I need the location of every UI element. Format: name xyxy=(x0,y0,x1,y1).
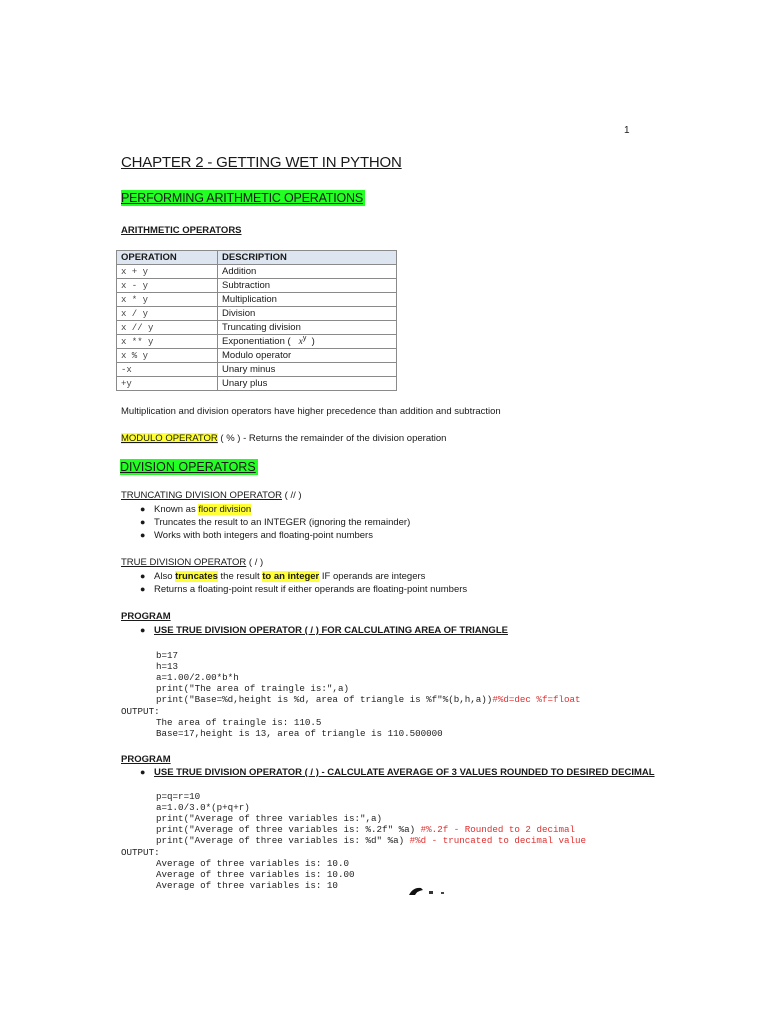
bullet-icon: ● xyxy=(140,584,146,594)
bullet-highlight: truncates xyxy=(175,571,218,582)
bullet-highlight: to an integer xyxy=(262,571,320,582)
section-heading-arithmetic: PERFORMING ARITHMETIC OPERATIONS xyxy=(121,191,363,205)
chapter-title: CHAPTER 2 - GETTING WET IN PYTHON xyxy=(121,154,402,171)
output-label: OUTPUT: xyxy=(121,706,160,717)
table-cell-operation: +y xyxy=(117,377,218,391)
truncating-heading xyxy=(121,490,302,501)
table-row xyxy=(117,307,397,321)
exponent-base: x xyxy=(298,337,303,348)
table-row xyxy=(117,363,397,377)
table-cell-description: Addition xyxy=(218,265,397,279)
precedence-note: Multiplication and division operators have higher precedence than addition and subtraction xyxy=(121,406,501,417)
modulo-line xyxy=(121,433,446,444)
code-text: print("Average of three variables is: %d" %a) xyxy=(156,835,405,846)
bullet-highlight: floor division xyxy=(198,504,252,515)
list-item xyxy=(140,571,425,582)
bullet-text: Also xyxy=(154,571,176,582)
output-line: Base=17,height is 13, area of triangle is 110.500000 xyxy=(156,728,443,739)
bullet-text: IF operands are integers xyxy=(319,571,426,582)
table-header-description: DESCRIPTION xyxy=(218,251,397,265)
truncating-suffix: ( // ) xyxy=(282,490,302,501)
table-cell-description: Division xyxy=(218,307,397,321)
bullet-text: Works with both integers and floating-point numbers xyxy=(154,530,373,541)
output-line: Average of three variables is: 10.0 xyxy=(156,858,349,869)
code-line: p=q=r=10 xyxy=(156,791,201,802)
bullet-icon: ● xyxy=(140,530,146,540)
true-division-heading xyxy=(121,557,263,568)
table-cell-operation: x - y xyxy=(117,279,218,293)
table-row xyxy=(117,279,397,293)
truncating-label: TRUNCATING DIVISION OPERATOR xyxy=(121,490,282,501)
table-cell-operation: x ** y xyxy=(117,335,218,349)
table-cell-description: Modulo operator xyxy=(218,349,397,363)
table-row xyxy=(117,349,397,363)
program-bullet xyxy=(140,625,508,636)
bullet-icon: ● xyxy=(140,517,146,527)
program-description: USE TRUE DIVISION OPERATOR ( / ) - CALCULATE AVERAGE OF 3 VALUES ROUNDED TO DESIRED DECIMAL xyxy=(154,767,655,778)
bullet-icon: ● xyxy=(140,504,146,514)
table-cell-operation: x + y xyxy=(117,265,218,279)
table-cell-operation: x / y xyxy=(117,307,218,321)
table-cell-description: Truncating division xyxy=(218,321,397,335)
list-item xyxy=(140,517,410,528)
scan-artifact xyxy=(407,886,453,896)
table-cell-operation: x // y xyxy=(117,321,218,335)
program-heading: PROGRAM xyxy=(121,611,171,622)
code-line xyxy=(156,835,586,846)
code-line: h=13 xyxy=(156,661,179,672)
bullet-icon: ● xyxy=(140,571,146,581)
code-text: print("Base=%d,height is %d, area of triangle is %f"%(b,h,a)) xyxy=(156,694,493,705)
code-line: a=1.00/2.00*b*h xyxy=(156,672,239,683)
list-item xyxy=(140,584,467,595)
bullet-text: the result xyxy=(217,571,263,582)
table-row xyxy=(117,377,397,391)
section-heading-division: DIVISION OPERATORS xyxy=(120,460,256,474)
code-line xyxy=(156,824,575,835)
table-cell-description xyxy=(218,335,397,349)
table-cell-description: Subtraction xyxy=(218,279,397,293)
code-comment: #%.2f - Rounded to 2 decimal xyxy=(420,824,576,835)
table-row xyxy=(117,265,397,279)
table-cell-operation: x * y xyxy=(117,293,218,307)
bullet-text: Truncates the result to an INTEGER (ignoring the remainder) xyxy=(154,517,411,528)
table-row xyxy=(117,335,397,349)
code-line: a=1.0/3.0*(p+q+r) xyxy=(156,802,250,813)
page-number: 1 xyxy=(624,125,630,136)
table-cell-description: Multiplication xyxy=(218,293,397,307)
code-comment: #%d - truncated to decimal value xyxy=(409,835,587,846)
modulo-description: ( % ) - Returns the remainder of the division operation xyxy=(217,433,447,444)
exponent-label: Exponentiation ( xyxy=(222,336,291,348)
exponent-power: y xyxy=(302,335,307,343)
table-row xyxy=(117,321,397,335)
modulo-label: MODULO OPERATOR xyxy=(121,433,218,444)
bullet-icon: ● xyxy=(140,625,146,635)
code-line: b=17 xyxy=(156,650,179,661)
list-item xyxy=(140,530,373,541)
table-cell-operation: x % y xyxy=(117,349,218,363)
output-line: Average of three variables is: 10 xyxy=(156,880,338,891)
true-division-label: TRUE DIVISION OPERATOR xyxy=(121,557,247,568)
exponent-close: ) xyxy=(311,336,315,348)
code-text: print("Average of three variables is: %.2f" %a) xyxy=(156,824,416,835)
code-line xyxy=(156,694,581,705)
table-cell-operation: -x xyxy=(117,363,218,377)
table-row xyxy=(117,293,397,307)
program-heading: PROGRAM xyxy=(121,754,171,765)
table-header-row xyxy=(117,251,397,265)
operators-table xyxy=(116,250,397,391)
code-line: print("The area of traingle is:",a) xyxy=(156,683,349,694)
output-label: OUTPUT: xyxy=(121,847,160,858)
table-cell-description: Unary plus xyxy=(218,377,397,391)
table-cell-description: Unary minus xyxy=(218,363,397,377)
bullet-icon: ● xyxy=(140,767,146,777)
bullet-text: Returns a floating-point result if either operands are floating-point numbers xyxy=(154,584,468,595)
list-item xyxy=(140,504,251,515)
program-bullet xyxy=(140,767,655,778)
table-header-operation: OPERATION xyxy=(117,251,218,265)
true-division-suffix: ( / ) xyxy=(246,557,264,568)
code-line: print("Average of three variables is:",a) xyxy=(156,813,383,824)
output-line: Average of three variables is: 10.00 xyxy=(156,869,355,880)
code-comment: #%d=dec %f=float xyxy=(492,694,581,705)
output-line: The area of traingle is: 110.5 xyxy=(156,717,322,728)
bullet-text: Known as xyxy=(154,504,199,515)
program-description: USE TRUE DIVISION OPERATOR ( / ) FOR CALCULATING AREA OF TRIANGLE xyxy=(154,625,508,636)
arithmetic-operators-heading: ARITHMETIC OPERATORS xyxy=(121,225,242,236)
